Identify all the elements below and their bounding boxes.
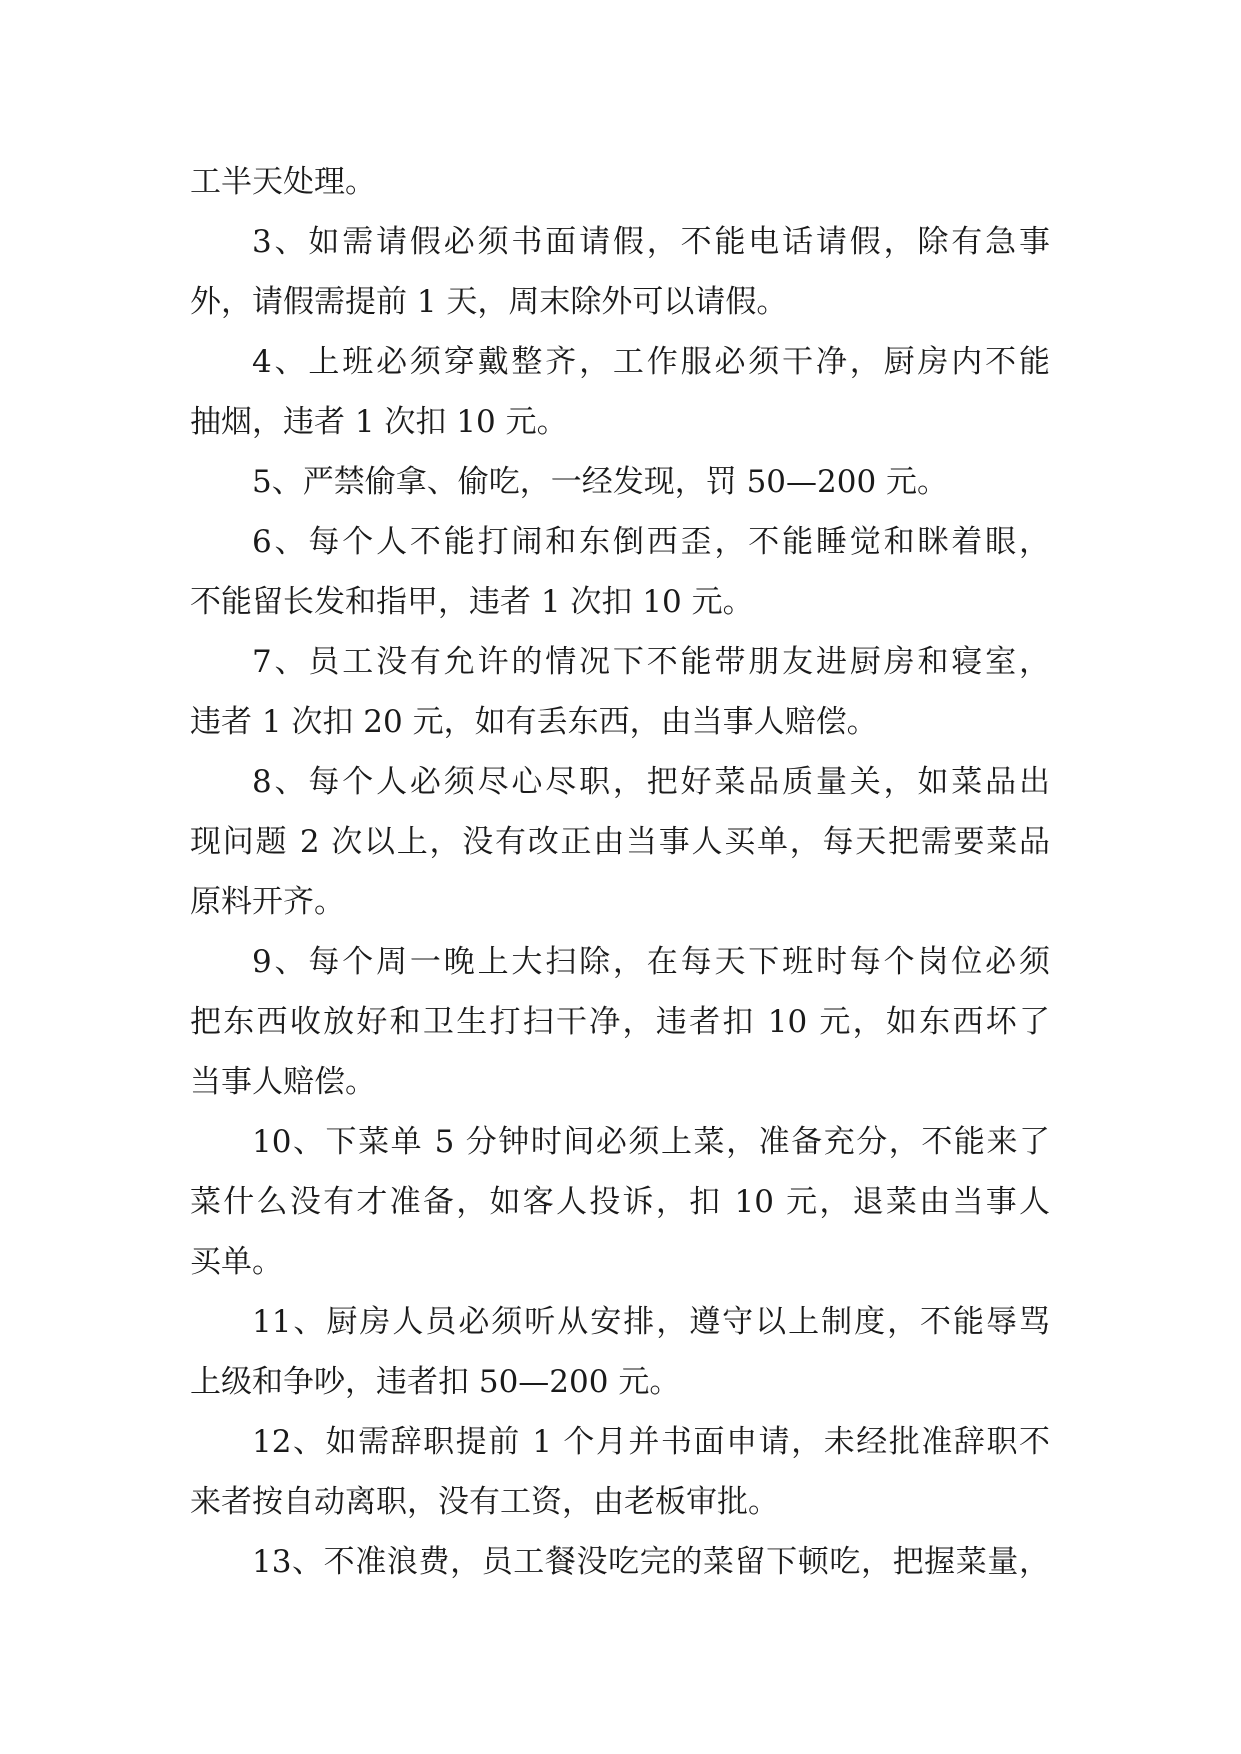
text-line: 3、如需请假必须书面请假，不能电话请假，除有急事 — [252, 224, 1050, 260]
text-line: 外，请假需提前 1 天，周末除外可以请假。 — [190, 284, 788, 320]
text-line: 6、每个人不能打闹和东倒西歪，不能睡觉和眯着眼， — [252, 524, 1050, 560]
text-line: 8、每个人必须尽心尽职，把好菜品质量关，如菜品出 — [252, 764, 1050, 800]
text-line: 当事人赔偿。 — [190, 1064, 376, 1100]
text-line: 菜什么没有才准备，如客人投诉，扣 10 元，退菜由当事人 — [190, 1184, 1050, 1220]
text-line: 抽烟，违者 1 次扣 10 元。 — [190, 404, 568, 440]
text-line: 5、严禁偷拿、偷吃，一经发现，罚 50—200 元。 — [252, 464, 949, 500]
text-line: 来者按自动离职，没有工资，由老板审批。 — [190, 1484, 779, 1520]
text-line: 现问题 2 次以上，没有改正由当事人买单，每天把需要菜品 — [190, 824, 1050, 860]
text-line: 违者 1 次扣 20 元，如有丢东西，由当事人赔偿。 — [190, 704, 878, 740]
text-line: 买单。 — [190, 1244, 283, 1280]
text-line: 11、厨房人员必须听从安排，遵守以上制度，不能辱骂 — [252, 1304, 1050, 1340]
text-line: 7、员工没有允许的情况下不能带朋友进厨房和寝室， — [252, 644, 1050, 680]
text-line: 9、每个周一晚上大扫除，在每天下班时每个岗位必须 — [252, 944, 1050, 980]
text-line: 不能留长发和指甲，违者 1 次扣 10 元。 — [190, 584, 754, 620]
text-line: 10、下菜单 5 分钟时间必须上菜，准备充分，不能来了 — [252, 1124, 1050, 1160]
text-line: 4、上班必须穿戴整齐，工作服必须干净，厨房内不能 — [252, 344, 1050, 380]
document-page — [190, 152, 1050, 1592]
text-line: 原料开齐。 — [190, 884, 345, 920]
text-line: 把东西收放好和卫生打扫干净，违者扣 10 元，如东西坏了 — [190, 1004, 1050, 1040]
text-line: 12、如需辞职提前 1 个月并书面申请，未经批准辞职不 — [252, 1424, 1050, 1460]
text-line: 上级和争吵，违者扣 50—200 元。 — [190, 1364, 681, 1400]
text-line: 13、不准浪费，员工餐没吃完的菜留下顿吃，把握菜量， — [252, 1544, 1050, 1580]
text-line: 工半天处理。 — [190, 164, 376, 200]
